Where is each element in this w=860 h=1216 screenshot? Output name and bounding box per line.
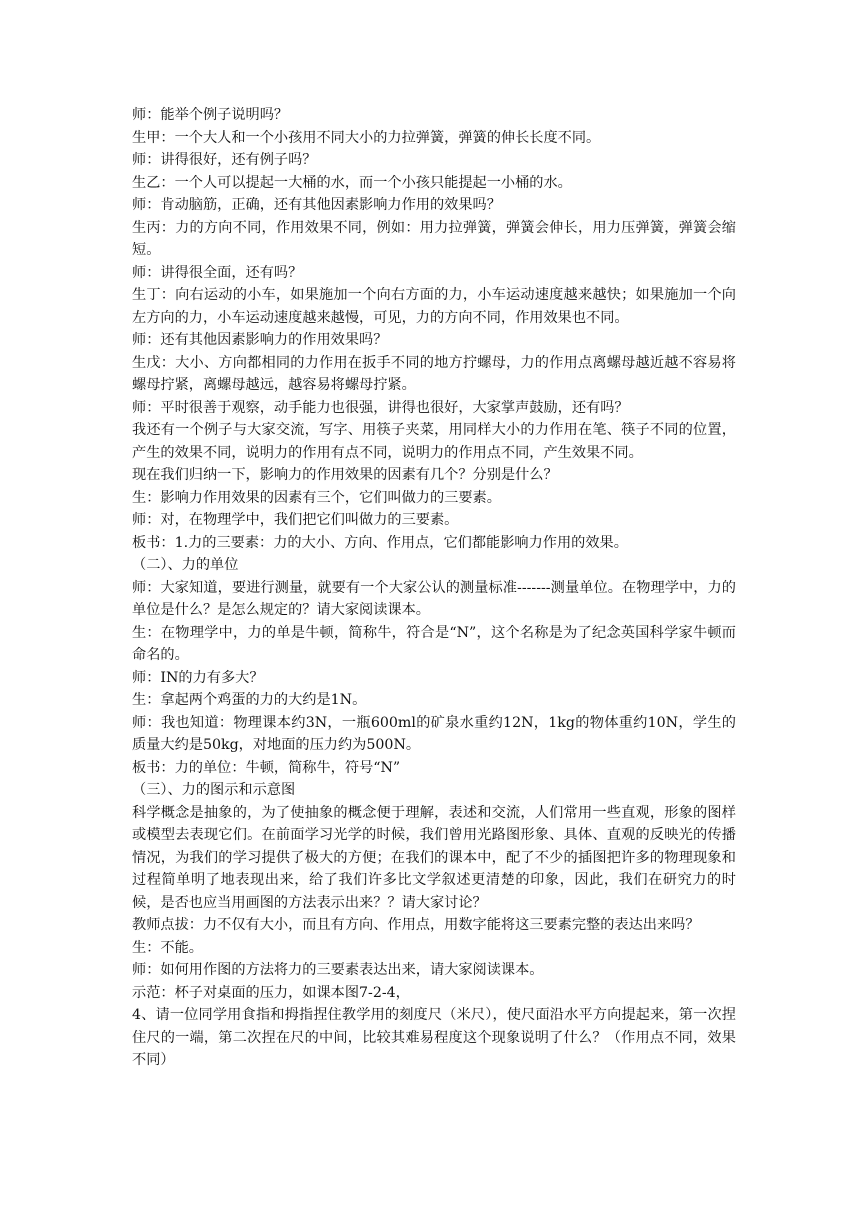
text-line: 教师点拔：力不仅有大小，而且有方向、作用点，用数字能将这三要素完整的表达出来吗？	[132, 917, 700, 933]
text-line: 师：我也知道：物理课本约3N，一瓶600ml的矿泉水重约12N，1kg的物体重约10N，学生的质量大约是50kg，对地面的压力约为500N。	[132, 714, 736, 753]
text-line: 现在我们归纳一下，影响力的作用效果的因素有几个？分别是什么？	[132, 467, 558, 483]
text-line: 生：在物理学中，力的单是牛顿，简称牛，符合是“N”，这个名称是为了纪念英国科学家牛顿而命名的。	[132, 624, 736, 663]
text-line: 师：如何用作图的方法将力的三要素表达出来，请大家阅读课本。	[132, 962, 544, 978]
text-line: 科学概念是抽象的，为了使抽象的概念便于理解，表述和交流，人们常用一些直观，形象的图样或模型去表现它们。在前面学习光学的时候，我们曾用光路图形象、具体、直观的反映光的传播情况，为我们的学习提供了极大的方便；在我们的课本中，配了不少的插图把许多的物理现象和过程简单明了地表现出来，给了我们许多比文学叙述更清楚的印象，因此，我们在研究力的时候，是否也应当用画图的方法表示出来？？请大家讨论？	[132, 804, 736, 911]
text-line: 板书：力的单位：牛顿，简称牛，符号“N”	[132, 759, 401, 776]
text-line: 示范：杯子对桌面的压力，如课本图7-2-4，	[132, 984, 410, 1001]
text-line: 师：能举个例子说明吗？	[132, 107, 289, 123]
text-line: 师：平时很善于观察，动手能力也很强，讲得也很好，大家掌声鼓励，还有吗？	[132, 399, 629, 416]
text-line: 我还有一个例子与大家交流，写字、用筷子夹菜，用同样大小的力作用在笔、筷子不同的位置，产生的效果不同，说明力的作用有点不同，说明力的作用点不同，产生效果不同。	[132, 422, 736, 461]
text-line: 师：大家知道，要进行测量，就要有一个大家公认的测量标准-------测量单位。在物理学中，力的单位是什么？是怎么规定的？请大家阅读课本。	[132, 579, 736, 618]
text-line: 生戊：大小、方向都相同的力作用在扳手不同的地方拧螺母，力的作用点离螺母越近越不容易将螺母拧紧，离螺母越远，越容易将螺母拧紧。	[132, 354, 736, 393]
text-line: 生丙：力的方向不同，作用效果不同，例如：用力拉弹簧，弹簧会伸长，用力压弹簧，弹簧会缩短。	[132, 219, 736, 258]
text-line: 生：拿起两个鸡蛋的力的大约是1N。	[132, 692, 367, 708]
section-heading: （二）、力的单位	[132, 557, 239, 573]
text-line: 生丁：向右运动的小车，如果施加一个向右方面的力，小车运动速度越来越快；如果施加一个向左方向的力，小车运动速度越来越慢，可见，力的方向不同，作用效果也不同。	[132, 287, 736, 326]
text-line: 师：肯动脑筋，正确，还有其他因素影响力作用的效果吗？	[132, 197, 501, 213]
text-line: 生：影响力作用效果的因素有三个，它们叫做力的三要素。	[132, 489, 501, 506]
document-page	[132, 104, 736, 1072]
text-line: 板书：1.力的三要素：力的大小、方向、作用点，它们都能影响力作用的效果。	[132, 534, 628, 551]
text-line: 师：对，在物理学中，我们把它们叫做力的三要素。	[132, 512, 459, 528]
text-line: 生：不能。	[132, 939, 203, 956]
text-line: 4、请一位同学用食指和拇指捏住教学用的刻度尺（米尺），使尺面沿水平方向提起来，第一次捏住尺的一端，第二次捏在尺的中间，比较其难易程度这个现象说明了什么？（作用点不同，效果不同）	[132, 1007, 736, 1068]
text-line: 生乙：一个人可以提起一大桶的水，而一个小孩只能提起一小桶的水。	[132, 174, 572, 191]
text-line: 师：讲得很全面，还有吗？	[132, 264, 303, 281]
text-line: 师：讲得很好，还有例子吗？	[132, 152, 317, 168]
text-line: 师：IN的力有多大？	[132, 669, 264, 686]
text-line: 师：还有其他因素影响力的作用效果吗？	[132, 332, 388, 348]
text-line: 生甲：一个大人和一个小孩用不同大小的力拉弹簧，弹簧的伸长长度不同。	[132, 129, 601, 146]
section-heading: （三）、力的图示和示意图	[132, 782, 296, 798]
